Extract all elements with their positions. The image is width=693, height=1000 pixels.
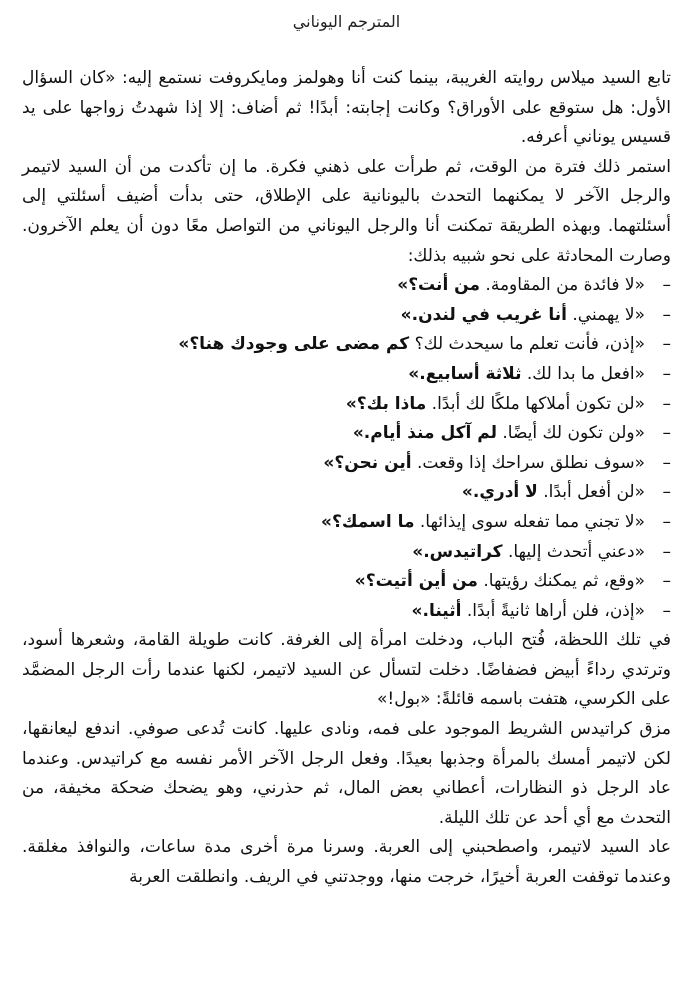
dialog-line (22, 301, 671, 331)
dialog-dash: – (662, 363, 671, 384)
dialog-plain: «وقع، ثم يمكنك رؤيتها. (483, 571, 645, 592)
dialog-line (22, 419, 671, 449)
dialog-list (22, 271, 671, 626)
paragraph-5: عاد السيد لاتيمر، واصطحبني إلى العربة. وسرنا مرة أخرى مدة ساعات، والنوافذ مغلقة. وعندما توقفت العربة أخيرًا، خرجت منها، ووجدتني في الريف. وانطلقت العربة (22, 837, 671, 888)
dialog-line (22, 508, 671, 538)
dialog-line (22, 478, 671, 508)
dialog-bold: ما اسمك؟» (321, 511, 415, 532)
dialog-plain: «لا فائدة من المقاومة. (485, 275, 645, 296)
dialog-dash: – (662, 334, 671, 355)
dialog-bold: ثلاثة أسابيع.» (408, 363, 522, 384)
dialog-bold: ماذا بك؟» (345, 393, 427, 414)
dialog-dash: – (662, 571, 671, 592)
dialog-line (22, 390, 671, 420)
dialog-dash: – (662, 600, 671, 621)
dialog-dash: – (662, 393, 671, 414)
dialog-plain: «لن أفعل أبدًا. (543, 482, 645, 503)
dialog-dash: – (662, 423, 671, 444)
dialog-line (22, 567, 671, 597)
body-text (22, 64, 671, 893)
dialog-dash: – (662, 304, 671, 325)
paragraph-4: مزق كراتيدس الشريط الموجود على فمه، ونادى عليها. كانت تُدعى صوفي. اندفع ليعانقها، لكن لاتيمر أمسك بالمرأة وجذبها بعيدًا. وفعل الرجل الآخر الأمر نفسه مع كراتيدس. وعندما عاد الرجل ذو النظارات، أعطاني بعض المال، ثم حذرني، وهو يضحك ضحكة مخيفة، من التحدث مع أي أحد عن تلك الليلة. (22, 719, 671, 828)
dialog-dash: – (662, 275, 671, 296)
dialog-bold: من أنت؟» (397, 275, 481, 296)
dialog-bold: أين نحن؟» (323, 452, 412, 473)
dialog-plain: «إذن، فأنت تعلم ما سيحدث لك؟ (414, 334, 645, 355)
dialog-dash: – (662, 452, 671, 473)
dialog-plain: «دعني أتحدث إليها. (507, 541, 645, 562)
dialog-dash: – (662, 541, 671, 562)
paragraph-1: تابع السيد ميلاس روايته الغريبة، بينما كنت أنا وهولمز ومايكروفت نستمع إليه: «كان السؤال الأول: هل ستوقع على الأوراق؟ وكانت إجابته: أبدًا! ثم أضاف: إلا إذا شهدتُ زواجها على يد قسيس يوناني أعرفه. (22, 68, 671, 148)
dialog-bold: أثينا.» (411, 600, 462, 621)
dialog-bold: كراتيدس.» (412, 541, 503, 562)
dialog-plain: «افعل ما بدا لك. (526, 363, 645, 384)
dialog-plain: «إذن، فلن أراها ثانيةً أبدًا. (466, 600, 645, 621)
dialog-plain: «ولن تكون لك أيضًا. (502, 423, 645, 444)
dialog-dash: – (662, 482, 671, 503)
dialog-bold: لم آكل منذ أيام.» (352, 423, 497, 444)
dialog-line (22, 271, 671, 301)
dialog-bold: أنا غريب في لندن.» (400, 304, 567, 325)
dialog-line (22, 360, 671, 390)
dialog-plain: «لن تكون أملاكها ملكًا لك أبدًا. (431, 393, 645, 414)
paragraph-3: في تلك اللحظة، فُتح الباب، ودخلت امرأة إلى الغرفة. كانت طويلة القامة، وشعرها أسود، وترتدي رداءً أبيض فضفاضًا. دخلت لتسأل عن السيد لاتيمر، لكنها عندما رأت الرجل المضمَّد على الكرسي، هتفت باسمه قائلةً: «بول!» (22, 630, 671, 710)
dialog-line (22, 449, 671, 479)
dialog-line (22, 330, 671, 360)
dialog-bold: كم مضى على وجودك هنا؟» (178, 334, 410, 355)
dialog-plain: «سوف نطلق سراحك إذا وقعت. (417, 452, 645, 473)
dialog-dash: – (662, 511, 671, 532)
dialog-plain: «لا يهمني. (572, 304, 645, 325)
dialog-bold: لا أدري.» (461, 482, 538, 503)
dialog-plain: «لا تجني مما تفعله سوى إيذائها. (419, 511, 645, 532)
dialog-line (22, 538, 671, 568)
page-header: المترجم اليوناني (292, 12, 401, 31)
paragraph-2: استمر ذلك فترة من الوقت، ثم طرأت على ذهني فكرة. ما إن تأكدت من أن السيد لاتيمر والرجل الآخر لا يمكنهما التحدث باليونانية على الإطلاق، حتى بدأت أضيف أسئلتي إلى أسئلتهما. وبهذه الطريقة تمكنت أنا والرجل اليوناني من التواصل معًا دون أن يعلم الآخرون. وصارت المحادثة على نحو شبيه بذلك: (22, 156, 671, 266)
dialog-bold: من أين أتيت؟» (354, 571, 478, 592)
dialog-line (22, 597, 671, 627)
